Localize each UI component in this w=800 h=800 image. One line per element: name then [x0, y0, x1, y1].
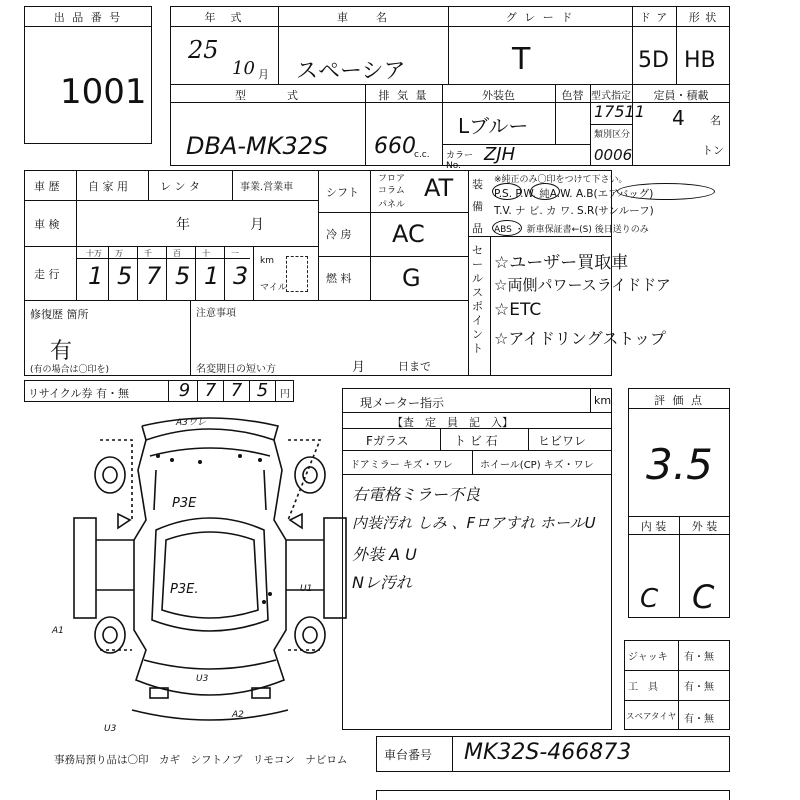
tool-spare: スペアタイヤ — [626, 712, 677, 722]
class-label: 類別区分 — [594, 130, 631, 140]
sales-point-4: ☆アイドリングストップ — [494, 329, 666, 348]
fuel-label: 燃 料 — [326, 272, 352, 285]
repair-value: 有 — [50, 339, 73, 364]
bottom-box — [376, 790, 730, 800]
color-no-label: カラー No. — [446, 151, 474, 171]
equipment-label: 装 備 品 — [472, 178, 483, 235]
remark-4: Nレ汚れ — [352, 573, 412, 592]
fuel-value: G — [402, 264, 421, 292]
model-value: DBA-MK32S — [186, 132, 329, 160]
history-private: 自 家 用 — [88, 180, 128, 193]
mark-p3-mid: P3E. — [170, 582, 199, 597]
door-value: 5D — [638, 48, 669, 73]
int-value: C — [640, 584, 659, 614]
year-value: 25 — [188, 36, 219, 64]
sales-point-label: セールスポイント — [472, 244, 483, 355]
car-name: スペーシア — [296, 59, 406, 84]
tool-jack-val: 有・無 — [684, 652, 714, 663]
recycle-label: リサイクル券 有・無 — [28, 387, 129, 400]
km-unit: km — [260, 256, 274, 266]
lot-number: 1001 — [60, 72, 147, 112]
equipment-note: ※純正のみ〇印をつけて下さい。 — [494, 175, 628, 185]
name-header: 車 名 — [337, 11, 389, 24]
shape-value: HB — [684, 48, 716, 73]
shaken-year: 年 — [176, 217, 190, 233]
mileage-unit-label: 万 — [115, 249, 123, 258]
month-value: 10 — [232, 58, 255, 79]
mileage-unit-label: 一 — [231, 249, 239, 258]
mark-u3: U3 — [196, 674, 209, 684]
equipment-line3: ABS ・ 新車保証書←(S) 後日送りのみ — [494, 225, 649, 235]
mileage-digit: 1 — [204, 262, 220, 290]
mark-u1: U1 — [300, 584, 313, 594]
displacement-value: 660 — [374, 134, 416, 159]
shift-column: コラム — [378, 186, 405, 196]
grade-value: T — [512, 42, 531, 77]
shift-floor: フロア — [378, 174, 406, 184]
remark-2: 内装汚れ しみ 、Fロアすれ ホールU — [352, 514, 596, 532]
glass-label: Fガラス — [366, 434, 409, 448]
capacity-header: 定員・積載 — [653, 89, 709, 102]
mark-a1: A1 — [52, 626, 64, 636]
mileage-unit-label: 十万 — [86, 249, 102, 258]
repair-note: (有の場合は〇印を) — [30, 365, 110, 375]
repair-label: 修復歴 箇所 — [30, 308, 89, 321]
caution-short: 名変期日の短い方 — [196, 364, 276, 375]
mileage-cell — [109, 246, 138, 300]
mileage-unit-label: 十 — [202, 249, 210, 258]
mile-unit: マイル — [260, 283, 287, 293]
chassis-value: MK32S-466873 — [464, 740, 632, 765]
inspector-label: 【査 定 員 記 入】 — [392, 416, 513, 429]
meter-km: km — [594, 394, 612, 407]
type-designation-value: 17511 — [594, 102, 645, 121]
color-value: Lブルー — [458, 114, 529, 138]
recycle-digit: 7 — [224, 380, 250, 402]
aircon-value: AC — [392, 220, 425, 248]
mileage-cell — [167, 246, 196, 300]
color-no-value: ZJH — [484, 144, 516, 165]
ext-value: C — [692, 578, 715, 616]
mark-a3: A3ワレ — [176, 418, 206, 428]
mileage-cell — [225, 246, 254, 300]
shaken-label: 車 検 — [34, 218, 60, 231]
model-header: 型 式 — [235, 89, 300, 102]
displacement-header: 排 気 量 — [378, 89, 429, 102]
capacity-unit: 名 — [710, 114, 721, 127]
shift-panel: パネル — [378, 200, 406, 210]
sales-point-1: ☆ユーザー買取車 — [494, 253, 629, 273]
mileage-cell — [138, 246, 167, 300]
car-diagram — [60, 410, 360, 730]
mileage-digit: 7 — [146, 262, 162, 290]
mileage-digit: 3 — [233, 262, 249, 290]
cc-unit: c.c. — [414, 150, 430, 160]
mark-a2: A2 — [232, 710, 244, 720]
recycle-digit: 5 — [250, 380, 276, 402]
year-header: 年 式 — [204, 11, 244, 24]
meter-label: 現メーター指示 — [360, 396, 445, 410]
color-header: 外装色 — [482, 89, 515, 102]
tool-jack: ジャッキ — [628, 652, 668, 663]
mileage-cell — [196, 246, 225, 300]
caution-month: 月 — [352, 360, 366, 375]
history-business: 事業.営業車 — [240, 182, 294, 193]
wheel-label: ホイール(CP) キズ・ワレ — [480, 460, 594, 471]
mileage-digit: 5 — [175, 262, 191, 290]
sales-point-2: ☆両側パワースライドドア — [494, 276, 671, 294]
remark-3: 外装 A U — [352, 545, 417, 564]
sales-point-3: ☆ETC — [494, 300, 542, 320]
mirror-label: ドアミラー キズ・ワレ — [350, 460, 453, 471]
grade-header: グ レ ー ド — [505, 11, 575, 24]
lot-header: 出 品 番 号 — [53, 11, 123, 24]
caution-label: 注意事項 — [196, 308, 236, 319]
remark-1: 右電格ミラー不良 — [352, 485, 481, 504]
recycle-digit: 9 — [172, 380, 198, 402]
color-swap-header: 色替 — [561, 89, 584, 102]
mark-p3-top: P3E — [172, 496, 197, 511]
history-rental: レ ン タ — [160, 180, 200, 193]
mileage-cell — [80, 246, 109, 300]
equipment-line2: T.V. ナ ビ. カ ワ. S.R(サンルーフ) — [494, 205, 654, 217]
caution-day: 日まで — [398, 360, 431, 373]
hibi-label: ヒビワレ — [538, 434, 587, 448]
mileage-label: 走 行 — [34, 268, 60, 281]
class-value: 0006 — [594, 146, 633, 164]
shift-label: シフト — [326, 186, 359, 199]
recycle-digit: 7 — [198, 380, 224, 402]
equipment-line1: P.S. P.W. 純A.W. A.B(エアバッグ) — [494, 188, 654, 200]
mile-box — [286, 256, 308, 292]
shift-value: AT — [424, 174, 454, 202]
tool-kit: 工 具 — [628, 682, 658, 693]
mileage-unit-label: 千 — [144, 249, 152, 258]
tool-spare-val: 有・無 — [684, 714, 714, 725]
office-note: 事務局預り品は〇印 カギ シフトノブ リモコン ナビロム — [54, 754, 348, 766]
ext-label: 外 装 — [691, 520, 718, 533]
history-label: 車 歴 — [34, 180, 60, 193]
chassis-label: 車台番号 — [384, 748, 433, 762]
type-designation-header: 型式指定 — [591, 91, 631, 102]
int-label: 内 装 — [640, 520, 667, 533]
mark-u3b: U3 — [104, 724, 117, 734]
mileage-unit-label: 百 — [173, 249, 181, 258]
score-label: 評 価 点 — [654, 394, 704, 407]
tobi-label: ト ビ 石 — [454, 434, 498, 448]
month-unit: 月 — [258, 68, 269, 81]
shape-header: 形 状 — [688, 11, 718, 24]
aircon-label: 冷 房 — [326, 228, 352, 241]
recycle-yen: 円 — [280, 389, 290, 400]
mileage-digit: 1 — [88, 262, 104, 290]
capacity-value: 4 — [672, 106, 685, 130]
shaken-month: 月 — [250, 217, 264, 233]
door-header: ド ア — [639, 11, 669, 24]
tool-kit-val: 有・無 — [684, 682, 714, 693]
score-value: 3.5 — [646, 440, 713, 489]
load-unit: トン — [702, 144, 724, 157]
mileage-digit: 5 — [117, 262, 133, 290]
